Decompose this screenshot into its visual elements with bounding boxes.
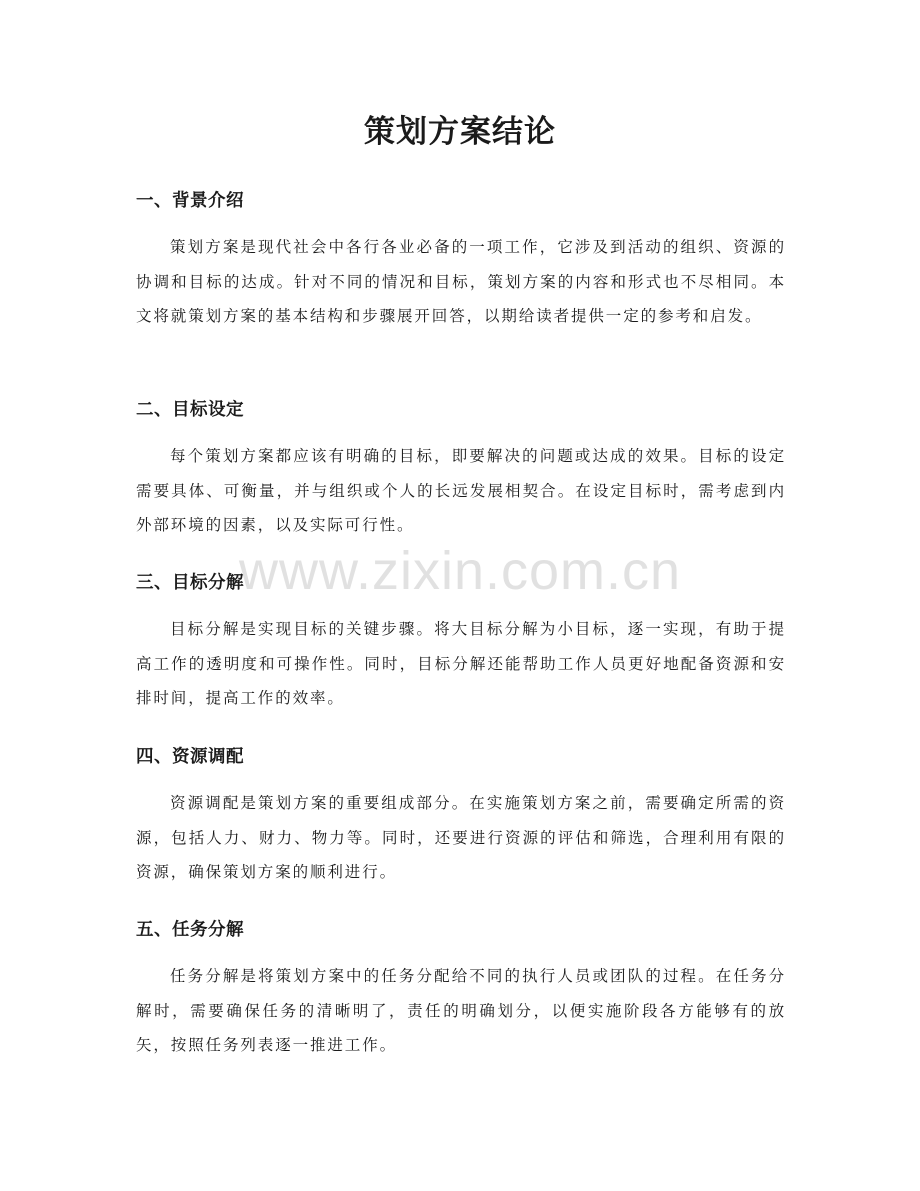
section-paragraph: 目标分解是实现目标的关键步骤。将大目标分解为小目标，逐一实现，有助于提高工作的透明度和可操作性。同时，目标分解还能帮助工作人员更好地配备资源和安排时间，提高工作的效率。 [136, 620, 786, 707]
section-task-decomposition [136, 917, 786, 1063]
watermark: www.zixin.com.cn [238, 541, 682, 601]
section-paragraph: 策划方案是现代社会中各行各业必备的一项工作，它涉及到活动的组织、资源的协调和目标的达成。针对不同的情况和目标，策划方案的内容和形式也不尽相同。本文将就策划方案的基本结构和步骤展开回答，以期给读者提供一定的参考和启发。 [136, 238, 786, 325]
section-goal-decomposition [136, 570, 786, 716]
section-goal-setting [136, 397, 786, 543]
section-heading: 一、背景介绍 [136, 191, 244, 211]
section-heading: 二、目标设定 [136, 400, 244, 420]
section-heading: 五、任务分解 [136, 920, 244, 940]
section-heading: 三、目标分解 [136, 573, 244, 593]
section-paragraph: 资源调配是策划方案的重要组成部分。在实施策划方案之前，需要确定所需的资源，包括人力、财力、物力等。同时，还要进行资源的评估和筛选，合理利用有限的资源，确保策划方案的顺利进行。 [136, 794, 786, 881]
section-paragraph: 每个策划方案都应该有明确的目标，即要解决的问题或达成的效果。目标的设定需要具体、可衡量，并与组织或个人的长远发展相契合。在设定目标时，需考虑到内外部环境的因素，以及实际可行性。 [136, 447, 786, 534]
document-title: 策划方案结论 [364, 114, 556, 150]
section-heading: 四、资源调配 [136, 747, 244, 767]
section-background [136, 188, 786, 334]
section-paragraph: 任务分解是将策划方案中的任务分配给不同的执行人员或团队的过程。在任务分解时，需要确保任务的清晰明了，责任的明确划分，以便实施阶段各方能够有的放矢，按照任务列表逐一推进工作。 [136, 967, 786, 1054]
section-resource-allocation [136, 744, 786, 890]
